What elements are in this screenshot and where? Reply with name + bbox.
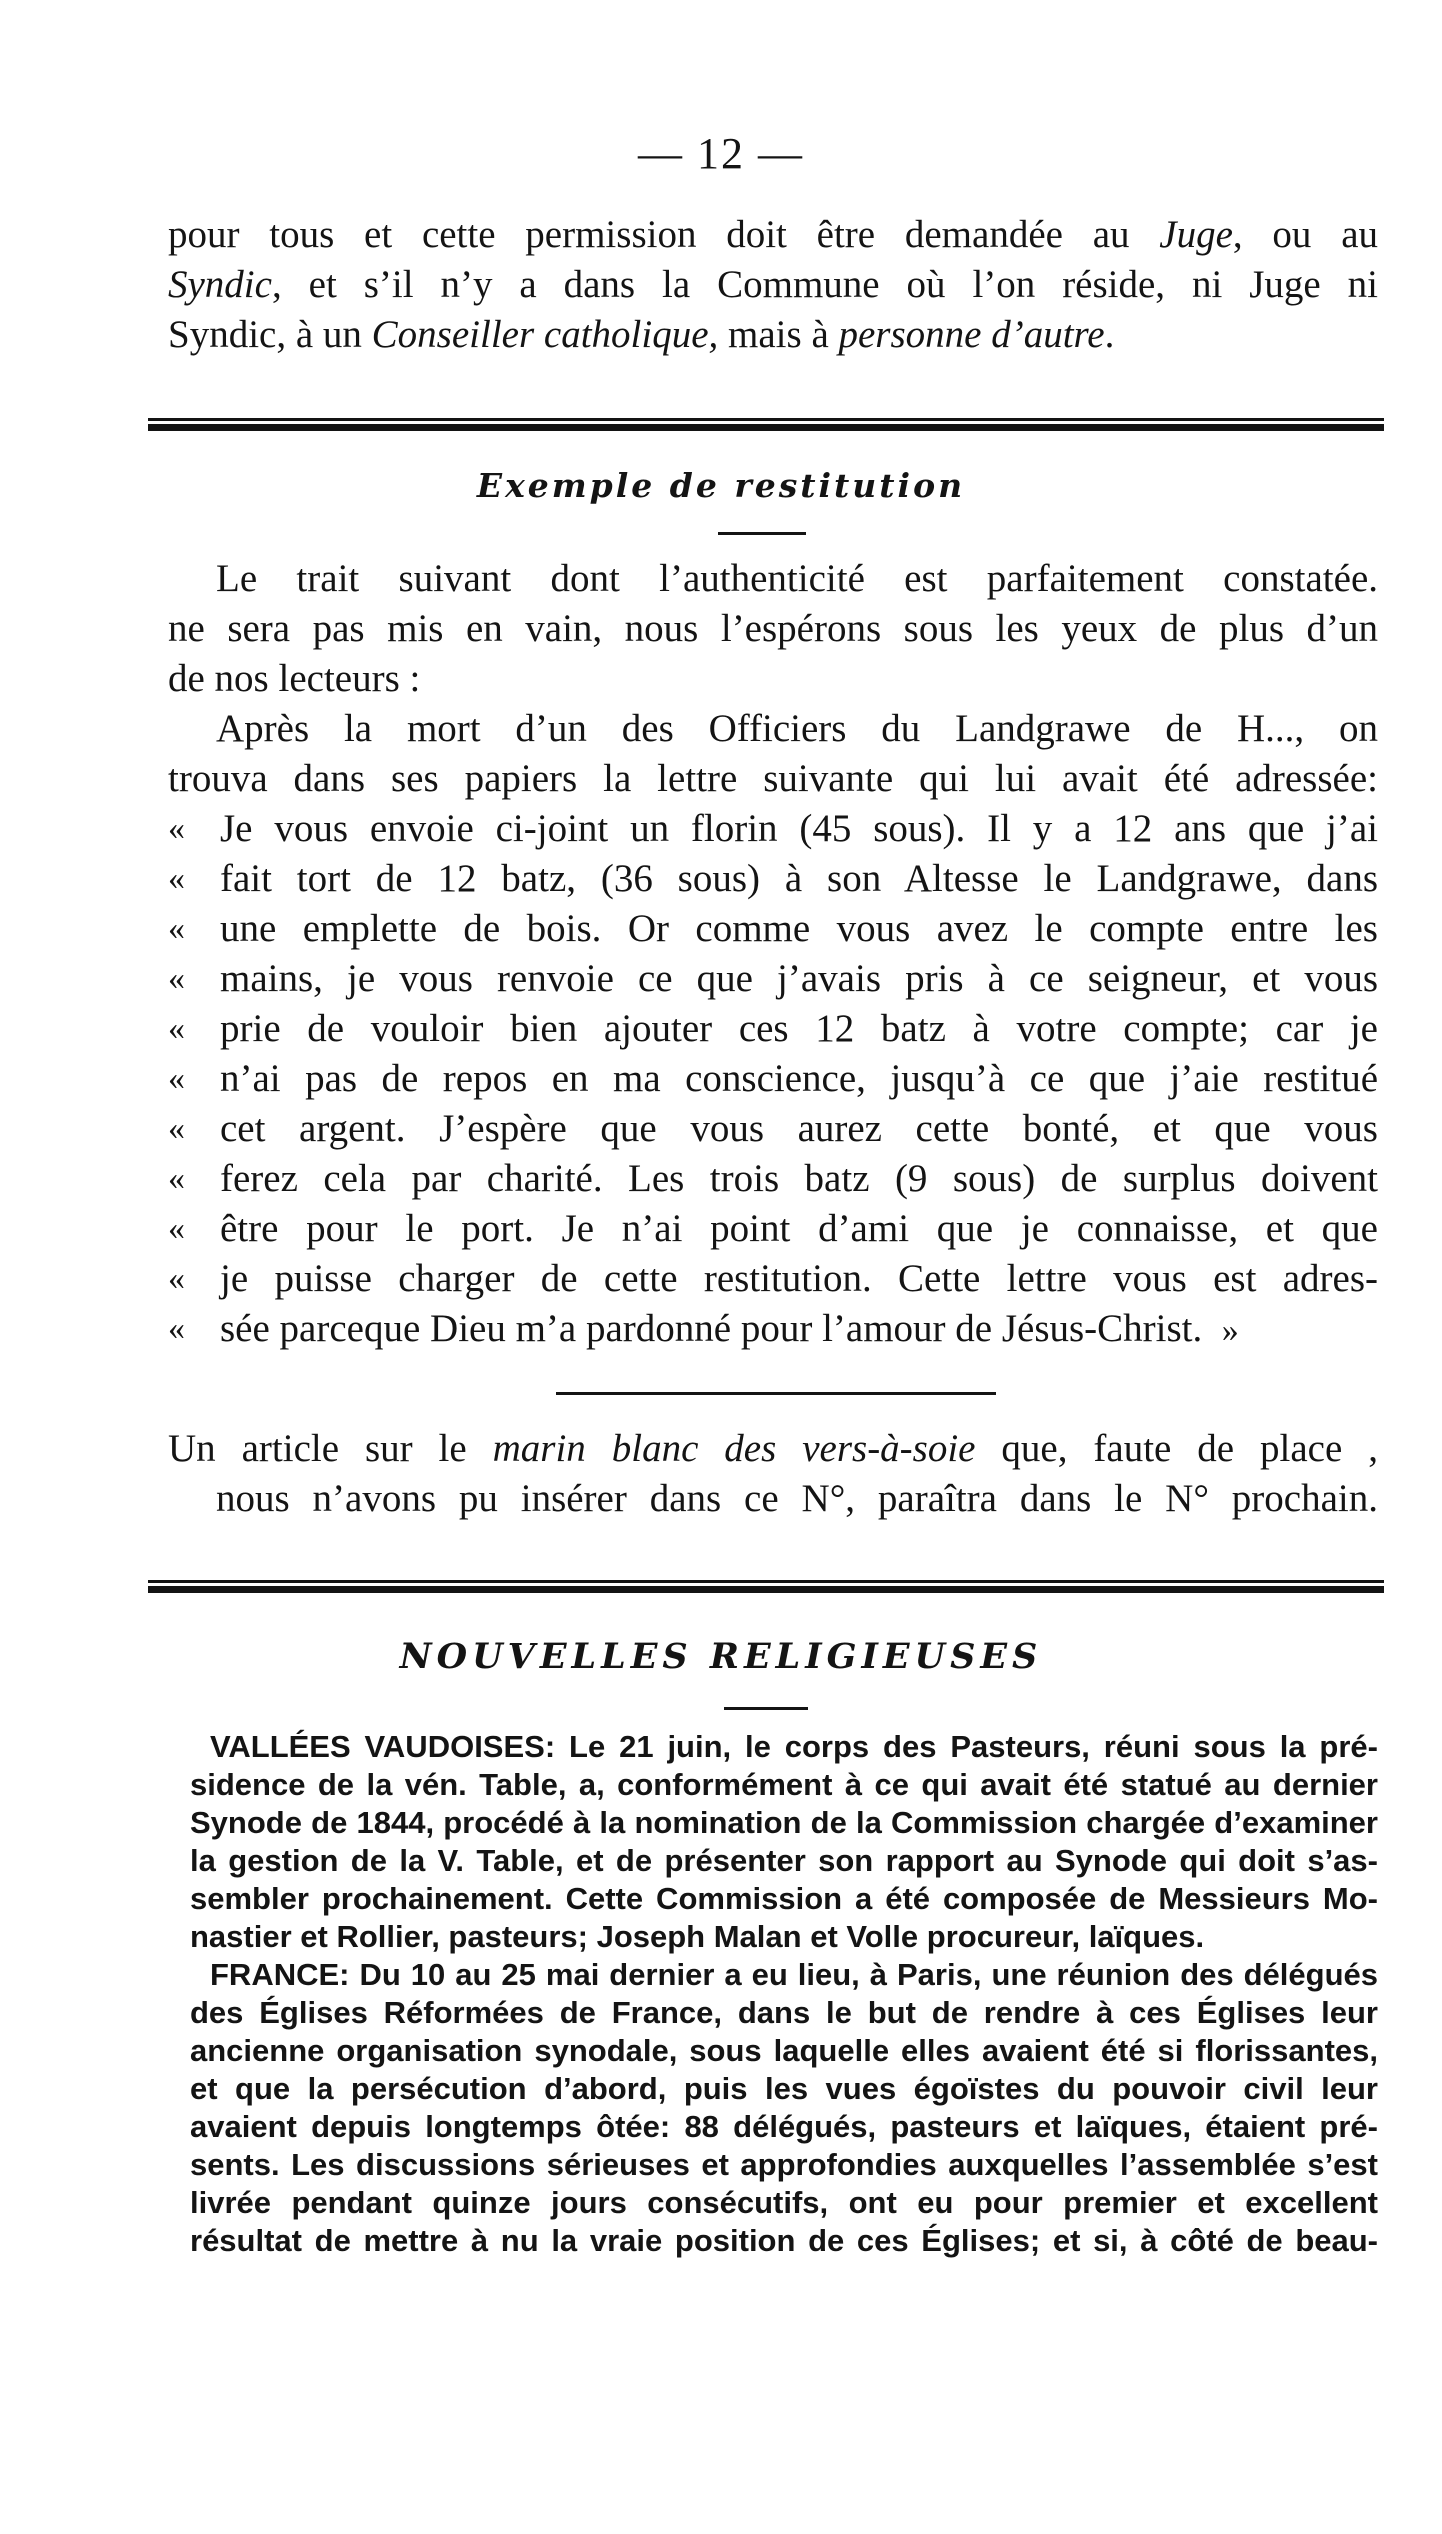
news-line: livrée pendant quinze jours consécutifs, ont eu pour premier et excellent: [190, 2185, 1378, 2220]
lead-line: trouva dans ses papiers la lettre suivante qui lui avait été adressée:: [168, 757, 1378, 800]
lead-line: de nos lecteurs :: [168, 657, 421, 700]
intro-line-1: pour tous et cette permission doit être demandée au Juge, ou au: [168, 213, 1379, 256]
news-line: ancienne organisation synodale, sous laquelle elles avaient été si florissantes,: [190, 2033, 1378, 2068]
news-line: avaient depuis longtemps ôtée: 88 délégués, pasteurs et laïques, étaient pré-: [190, 2109, 1378, 2144]
notice-line-1: Un article sur le marin blanc des vers-à-soie que, faute de place ,: [168, 1427, 1378, 1470]
restitution-letter: [168, 804, 1378, 1354]
news-paragraphs: [190, 1728, 1378, 2260]
letter-line: « fait tort de 12 batz, (36 sous) à son Altesse le Landgrawe, dans: [168, 854, 1378, 904]
news-title: NOUVELLES RELIGIEUSES: [399, 1636, 1043, 1677]
letter-line: « ferez cela par charité. Les trois batz (9 sous) de surplus doivent: [168, 1154, 1378, 1204]
letter-line: « une emplette de bois. Or comme vous avez le compte entre les: [168, 904, 1378, 954]
quote-mark: «: [168, 860, 185, 897]
quote-mark: «: [168, 1260, 185, 1297]
lead-line: Après la mort d’un des Officiers du Landgrawe de H..., on: [216, 707, 1378, 750]
lead-line: Le trait suivant dont l’authenticité est parfaitement constatée.: [216, 557, 1378, 600]
letter-line: « mains, je vous renvoie ce que j’avais pris à ce seigneur, et vous: [168, 954, 1378, 1004]
letter-line: « Je vous envoie ci-joint un florin (45 sous). Il y a 12 ans que j’ai: [168, 804, 1378, 854]
quote-mark: «: [168, 960, 185, 997]
notice-paragraph: [168, 1424, 1378, 1524]
news-line: nastier et Rollier, pasteurs; Joseph Malan et Volle procureur, laïques.: [190, 1919, 1205, 1954]
lead-line: ne sera pas mis en vain, nous l’espérons sous les yeux de plus d’un: [168, 607, 1378, 650]
quote-mark: «: [168, 810, 185, 847]
letter-line: « prie de vouloir bien ajouter ces 12 batz à votre compte; car je: [168, 1004, 1378, 1054]
news-line: Synode de 1844, procédé à la nomination de la Commission chargée d’examiner: [190, 1805, 1378, 1840]
letter-line: « cet argent. J’espère que vous aurez cette bonté, et que vous: [168, 1104, 1378, 1154]
quote-mark: «: [168, 1010, 185, 1047]
news-line: FRANCE: Du 10 au 25 mai dernier a eu lieu, à Paris, une réunion des délégués: [210, 1957, 1378, 1992]
letter-line: « je puisse charger de cette restitution. Cette lettre vous est adres-: [168, 1254, 1378, 1304]
news-title-underline: [724, 1707, 808, 1710]
news-line: des Églises Réformées de France, dans le but de rendre à ces Églises leur: [190, 1995, 1378, 2030]
page-number: — 12 —: [638, 129, 804, 178]
letter-line: « n’ai pas de repos en ma conscience, jusqu’à ce que j’aie restitué: [168, 1054, 1378, 1104]
title-underline: [718, 532, 806, 535]
news-line: VALLÉES VAUDOISES: Le 21 juin, le corps des Pasteurs, réuni sous la pré-: [210, 1729, 1378, 1764]
closing-quote-mark: »: [1221, 1312, 1239, 1349]
news-line: sents. Les discussions sérieuses et approfondies auxquelles l’assemblée s’est: [190, 2147, 1378, 2182]
news-line: et que la persécution d’abord, puis les vues égoïstes du pouvoir civil leur: [190, 2071, 1378, 2106]
quote-mark: «: [168, 1210, 185, 1247]
quote-mark: «: [168, 1110, 185, 1147]
quote-mark: «: [168, 1310, 185, 1347]
letter-line: « sée parceque Dieu m’a pardonné pour l’amour de Jésus-Christ. »: [168, 1304, 1378, 1354]
notice-line-2: nous n’avons pu insérer dans ce N°, paraîtra dans le N° prochain.: [216, 1477, 1378, 1520]
letter-line: « être pour le port. Je n’ai point d’ami que je connaisse, et que: [168, 1204, 1378, 1254]
news-divider-rule: [148, 1580, 1384, 1594]
restitution-title: Exemple de restitution: [476, 466, 966, 505]
quote-mark: «: [168, 1160, 185, 1197]
news-line: sidence de la vén. Table, a, conformément à ce qui avait été statué au dernier: [190, 1767, 1378, 1802]
restitution-lead: [168, 554, 1378, 804]
news-line: la gestion de la V. Table, et de présenter son rapport au Synode qui doit s’as-: [190, 1843, 1378, 1878]
news-line: sembler prochainement. Cette Commission a été composée de Messieurs Mo-: [190, 1881, 1378, 1916]
quote-mark: «: [168, 910, 185, 947]
intro-line-3: Syndic, à un Conseiller catholique, mais à personne d’autre.: [168, 313, 1115, 356]
intro-line-2: Syndic, et s’il n’y a dans la Commune où l’on réside, ni Juge ni: [168, 263, 1378, 306]
intro-paragraph: [168, 210, 1378, 360]
notice-divider-rule: [556, 1392, 996, 1395]
quote-mark: «: [168, 1060, 185, 1097]
news-line: résultat de mettre à nu la vraie position de ces Églises; et si, à côté de beau-: [190, 2223, 1378, 2258]
section-divider-rule: [148, 418, 1384, 432]
